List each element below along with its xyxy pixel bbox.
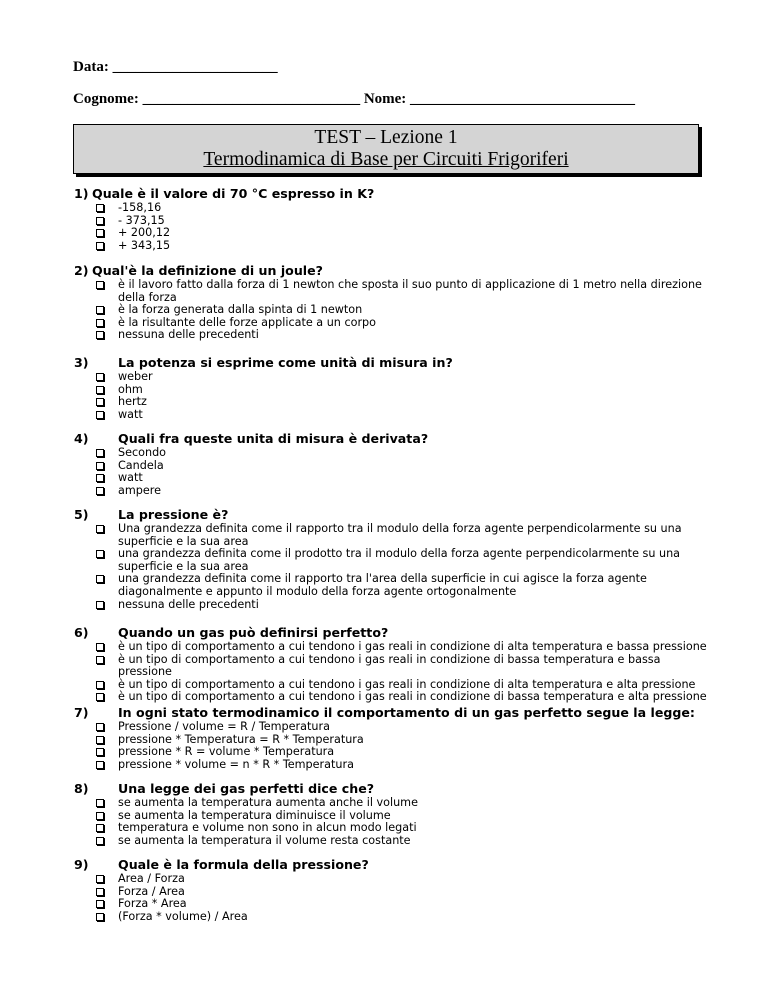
answer-option[interactable] [74, 691, 714, 704]
question-5 [74, 507, 714, 611]
checkbox-icon[interactable] [96, 462, 104, 470]
name-field-label: Cognome: _____________________________ Nome: ______________________________ [73, 91, 636, 107]
checkbox-icon[interactable] [96, 204, 104, 212]
checkbox-icon[interactable] [96, 229, 104, 237]
option-label: pressione * Temperatura = R * Temperatura [118, 732, 364, 746]
checkbox-icon[interactable] [96, 525, 104, 533]
option-label: hertz [118, 395, 147, 409]
option-label: una grandezza definita come il prodotto tra il modulo della forza agente perpendicolarmente su una superficie e la sua area [118, 547, 681, 573]
date-field-label: Data: ______________________ [73, 59, 278, 75]
option-list [74, 447, 714, 497]
question-number: 4) [74, 431, 89, 446]
option-list [74, 721, 714, 771]
question-number: 8) [74, 781, 89, 796]
option-label: è un tipo di comportamento a cui tendono i gas reali in condizione di bassa temperatura e alta pressione [118, 690, 707, 704]
checkbox-icon[interactable] [96, 242, 104, 250]
checkbox-icon[interactable] [96, 900, 104, 908]
option-label: Candela [118, 458, 164, 472]
checkbox-icon[interactable] [96, 748, 104, 756]
option-label: (Forza * volume) / Area [118, 909, 248, 923]
checkbox-icon[interactable] [96, 487, 104, 495]
question-1 [74, 186, 714, 252]
option-label: è un tipo di comportamento a cui tendono i gas reali in condizione di alta temperatura e alta pressione [118, 677, 696, 691]
answer-option[interactable] [74, 447, 714, 460]
question-text: Quali fra queste unita di misura è derivata? [118, 431, 429, 446]
checkbox-icon[interactable] [96, 449, 104, 457]
question-header [74, 263, 714, 279]
question-number: 7) [74, 705, 89, 720]
option-list [74, 371, 714, 421]
checkbox-icon[interactable] [96, 875, 104, 883]
option-label: una grandezza definita come il rapporto tra l'area della superficie in cui agisce la forza agente diagonalmente e appunto il modulo della forza agente ortogonalmente [118, 572, 647, 598]
option-list [74, 279, 714, 342]
question-text: Qual'è la definizione di un joule? [92, 263, 323, 278]
checkbox-icon[interactable] [96, 319, 104, 327]
checkbox-icon[interactable] [96, 693, 104, 701]
question-text: Quale è il valore di 70 °C espresso in K? [92, 186, 375, 201]
option-label: è un tipo di comportamento a cui tendono i gas reali in condizione di alta temperatura e bassa pressione [118, 640, 707, 653]
question-3 [74, 355, 714, 421]
answer-option[interactable] [74, 654, 714, 679]
option-list [74, 202, 714, 252]
option-label: è la forza generata dalla spinta di 1 newton [118, 303, 363, 317]
question-9 [74, 857, 714, 923]
option-label: ohm [118, 382, 143, 396]
option-label: è la risultante delle forze applicate a un corpo [118, 315, 376, 329]
question-number: 1) [74, 186, 89, 201]
question-text: La pressione è? [118, 507, 229, 522]
question-number: 9) [74, 857, 89, 872]
checkbox-icon[interactable] [96, 656, 104, 664]
question-header [74, 857, 714, 873]
checkbox-icon[interactable] [96, 643, 104, 651]
option-list [74, 523, 714, 611]
answer-option[interactable] [74, 409, 714, 422]
question-header [74, 507, 714, 523]
checkbox-icon[interactable] [96, 306, 104, 314]
checkbox-icon[interactable] [96, 474, 104, 482]
option-label: ampere [118, 483, 161, 497]
question-4 [74, 431, 714, 497]
question-header [74, 705, 714, 721]
option-list [74, 873, 714, 923]
option-label: nessuna delle precedenti [118, 597, 259, 611]
option-label: Forza * Area [118, 897, 187, 911]
question-header [74, 355, 714, 371]
checkbox-icon[interactable] [96, 217, 104, 225]
option-label: watt [118, 471, 143, 485]
question-number: 6) [74, 625, 89, 640]
answer-option[interactable] [74, 384, 714, 397]
page-subtitle: Termodinamica di Base per Circuiti Frigoriferi [203, 149, 569, 170]
question-number: 2) [74, 263, 89, 278]
answer-option[interactable] [74, 911, 714, 924]
option-label: Una grandezza definita come il rapporto tra il modulo della forza agente perpendicolarmente su una superficie e la sua area [118, 522, 682, 548]
checkbox-icon[interactable] [96, 550, 104, 558]
option-label: se aumenta la temperatura diminuisce il volume [118, 808, 391, 822]
checkbox-icon[interactable] [96, 761, 104, 769]
option-label: + 200,12 [118, 226, 171, 240]
option-label: nessuna delle precedenti [118, 328, 259, 342]
question-text: Quale è la formula della pressione? [118, 857, 369, 872]
answer-option[interactable] [74, 599, 714, 612]
checkbox-icon[interactable] [96, 373, 104, 381]
answer-option[interactable] [74, 240, 714, 253]
checkbox-icon[interactable] [96, 723, 104, 731]
answer-option[interactable] [74, 759, 714, 772]
question-6 [74, 625, 714, 704]
checkbox-icon[interactable] [96, 824, 104, 832]
checkbox-icon[interactable] [96, 601, 104, 609]
answer-option[interactable] [74, 396, 714, 409]
checkbox-icon[interactable] [96, 411, 104, 419]
question-header [74, 781, 714, 797]
checkbox-icon[interactable] [96, 681, 104, 689]
answer-option[interactable] [74, 835, 714, 848]
option-label: temperatura e volume non sono in alcun modo legati [118, 821, 417, 835]
question-number: 5) [74, 507, 89, 522]
checkbox-icon[interactable] [96, 812, 104, 820]
question-7 [74, 705, 714, 771]
checkbox-icon[interactable] [96, 913, 104, 921]
question-2 [74, 263, 714, 342]
answer-option[interactable] [74, 573, 714, 598]
question-number: 3) [74, 355, 89, 370]
answer-option[interactable] [74, 371, 714, 384]
option-list [74, 641, 714, 704]
answer-option[interactable] [74, 279, 714, 304]
option-label: weber [118, 370, 153, 383]
checkbox-icon[interactable] [96, 386, 104, 394]
answer-option[interactable] [74, 460, 714, 473]
question-text: La potenza si esprime come unità di misura in? [118, 355, 453, 370]
question-text: Quando un gas può definirsi perfetto? [118, 625, 389, 640]
answer-option[interactable] [74, 523, 714, 548]
question-text: Una legge dei gas perfetti dice che? [118, 781, 375, 796]
checkbox-icon[interactable] [96, 837, 104, 845]
option-label: pressione * volume = n * R * Temperatura [118, 757, 354, 771]
page-title: TEST – Lezione 1 [314, 127, 458, 148]
option-list [74, 797, 714, 847]
checkbox-icon[interactable] [96, 281, 104, 289]
checkbox-icon[interactable] [96, 736, 104, 744]
option-label: Secondo [118, 446, 167, 459]
checkbox-icon[interactable] [96, 575, 104, 583]
question-text: In ogni stato termodinamico il comportamento di un gas perfetto segue la legge: [118, 705, 695, 720]
checkbox-icon[interactable] [96, 398, 104, 406]
question-header [74, 186, 714, 202]
answer-option[interactable] [74, 329, 714, 342]
answer-option[interactable] [74, 202, 714, 215]
option-label: Area / Forza [118, 872, 185, 885]
title-box [73, 124, 699, 174]
question-header [74, 625, 714, 641]
option-label: se aumenta la temperatura il volume resta costante [118, 833, 411, 847]
option-label: se aumenta la temperatura aumenta anche il volume [118, 796, 418, 809]
option-label: - 373,15 [118, 213, 165, 227]
option-label: watt [118, 407, 143, 421]
option-label: Forza / Area [118, 884, 185, 898]
option-label: + 343,15 [118, 238, 171, 252]
answer-option[interactable] [74, 472, 714, 485]
option-label: è un tipo di comportamento a cui tendono i gas reali in condizione di bassa temperatura e bassa pressione [118, 652, 661, 679]
question-8 [74, 781, 714, 847]
option-label: pressione * R = volume * Temperatura [118, 745, 335, 759]
option-label: -158,16 [118, 201, 162, 214]
checkbox-icon[interactable] [96, 331, 104, 339]
checkbox-icon[interactable] [96, 888, 104, 896]
answer-option[interactable] [74, 548, 714, 573]
answer-option[interactable] [74, 485, 714, 498]
option-label: è il lavoro fatto dalla forza di 1 newton che sposta il suo punto di applicazione di 1 metro nella direzione della forza [118, 278, 702, 304]
option-label: Pressione / volume = R / Temperatura [118, 720, 330, 733]
question-header [74, 431, 714, 447]
checkbox-icon[interactable] [96, 799, 104, 807]
